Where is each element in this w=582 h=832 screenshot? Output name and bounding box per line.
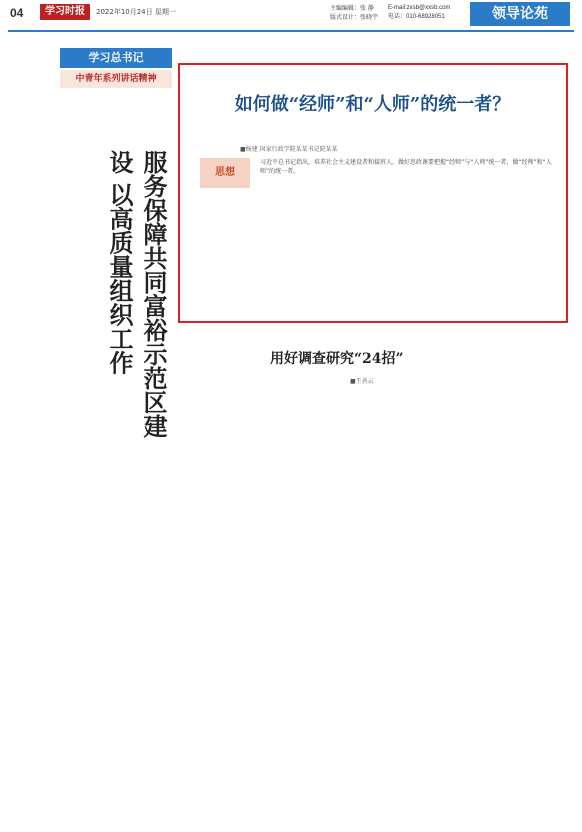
newspaper-logo: 学习时报 (40, 4, 90, 20)
article-title: 如何做“经师”和“人师”的统一者？ (234, 94, 511, 115)
contact-info: E-mail:zxsb@xxsb.com 电话：010-68928051 (388, 5, 451, 20)
article-abstract: 习近平总书记指出，培养社会主义建设者和接班人，做好思政课要把握“经师”与“人师”统一者，做“经师”和“人师”的统一者。 (260, 159, 552, 175)
issue-date: 2022年10月24日 星期一 (96, 8, 176, 16)
bottom-article-author: ■王善云 (350, 378, 374, 385)
left-section-banner: 学习总书记 (60, 48, 172, 68)
left-article-title: 服务保障共同富裕示范区建设 以高质量组织工作 (105, 150, 168, 438)
header-rule (8, 30, 574, 32)
article-subtitle: ■杨建 国家行政学院某某书记院某某 (240, 146, 338, 153)
editor-info: 主编编辑：张 静 版式设计：张晓宇 (330, 5, 379, 21)
column-badge: 领导论苑 (470, 2, 570, 26)
page-number: 04 (10, 6, 24, 20)
left-section-sub-banner: 中青年系列讲话精神 (60, 70, 172, 88)
bottom-article-title: 用好调查研究“24招” (270, 351, 404, 367)
thinking-badge: 思想 (200, 158, 250, 188)
newspaper-header (0, 0, 582, 44)
